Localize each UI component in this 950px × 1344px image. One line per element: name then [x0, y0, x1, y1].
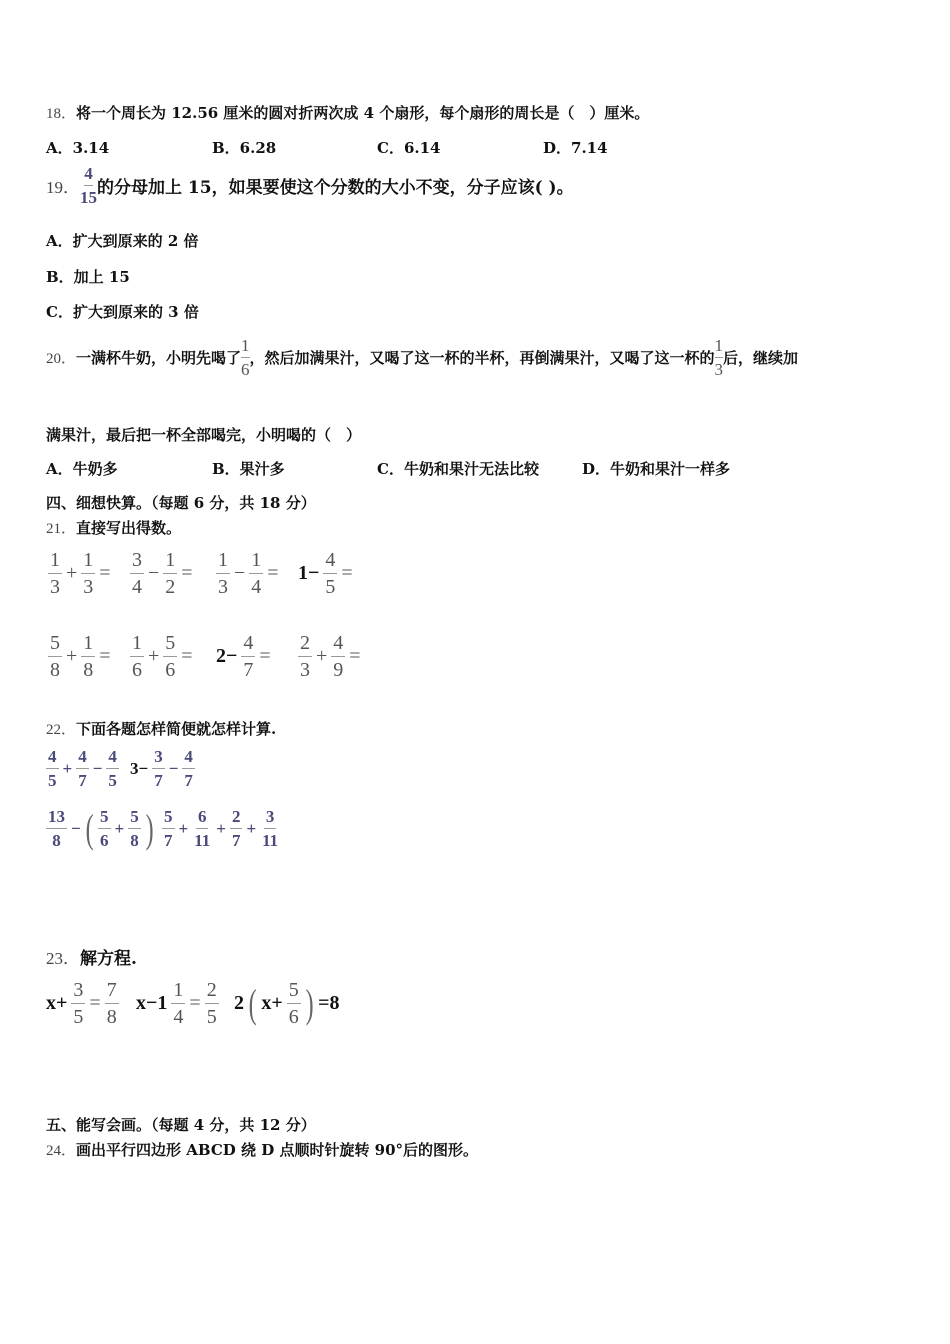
question-text: 直接写出得数。	[76, 519, 182, 537]
operator: +	[66, 562, 78, 584]
numerator: 5	[48, 633, 62, 657]
question-text: 将一个周长为 12.56 厘米的圆对折两次成 4 个扇形，每个扇形的周长是（ ）厘米。	[76, 104, 650, 122]
numerator: 1	[163, 550, 177, 574]
fraction	[81, 633, 95, 680]
question-number: 22．	[46, 722, 77, 738]
operator: −	[234, 562, 246, 584]
denominator: 3	[83, 576, 94, 598]
denominator: 8	[106, 1006, 117, 1028]
numerator: 5	[163, 633, 177, 657]
question-number: 24．	[46, 1143, 77, 1159]
numerator: 4	[76, 748, 89, 769]
numerator: 3	[130, 550, 144, 574]
fraction	[287, 980, 301, 1027]
fraction	[298, 633, 312, 680]
operator: 2	[234, 992, 244, 1014]
denominator: 9	[333, 659, 344, 681]
question-21	[46, 517, 181, 538]
left-paren: (	[248, 980, 257, 1026]
fraction	[162, 808, 175, 849]
question-text: 的分母加上 15，如果要使这个分数的大小不变，分子应该( )。	[97, 178, 574, 198]
numerator: 1	[130, 633, 144, 657]
denominator: 5	[108, 771, 117, 790]
denominator: 3	[218, 576, 228, 598]
numerator: 4	[182, 748, 195, 769]
operator: +	[246, 818, 257, 838]
numerator: 4	[241, 633, 255, 657]
operator: =	[181, 645, 193, 667]
numerator: 4	[84, 165, 93, 186]
fraction	[48, 550, 62, 597]
expression	[128, 550, 195, 597]
fraction	[715, 337, 724, 378]
question-text: ，然后加满果汁，又喝了这一杯的半杯，再倒满果汁，又喝了这一杯的	[249, 349, 715, 367]
section-5-heading: 五、能写会画。（每题 4 分，共 12 分）	[46, 1116, 316, 1134]
denominator: 5	[73, 1006, 84, 1028]
denominator: 3	[50, 576, 60, 598]
section-4-heading: 四、细想快算。（每题 6 分，共 18 分）	[46, 494, 316, 512]
operator: x+	[261, 992, 283, 1014]
question-text: 画出平行四边形 ABCD 绕 D 点顺时针旋转 90°后的图形。	[76, 1141, 479, 1159]
operator: +	[148, 645, 160, 667]
question-number: 21．	[46, 521, 77, 537]
numerator: 13	[46, 808, 67, 829]
numerator: 3	[71, 980, 85, 1004]
question-text: 一满杯牛奶，小明先喝了	[76, 349, 242, 367]
operator: −	[168, 758, 179, 778]
operator: =8	[318, 992, 340, 1014]
q18-option-c: C．6.14	[377, 139, 441, 157]
q19-option-c: C．扩大到原来的 3 倍	[46, 303, 199, 321]
question-text: 后，继续加	[723, 349, 799, 367]
fraction	[81, 550, 95, 597]
operator: =	[89, 992, 101, 1014]
numerator: 5	[162, 808, 175, 829]
fraction	[230, 808, 243, 849]
numerator: 4	[46, 748, 59, 769]
left-paren: (	[85, 805, 94, 851]
fraction	[241, 337, 250, 378]
operator: =	[99, 562, 111, 584]
fraction	[46, 748, 59, 789]
numerator: 7	[105, 980, 119, 1004]
fraction	[128, 808, 141, 849]
numerator: 1	[249, 550, 263, 574]
expression	[44, 805, 156, 851]
denominator: 5	[48, 771, 57, 790]
question-20-line2: 满果汁，最后把一杯全部喝完，小明喝的（ ）	[46, 426, 362, 444]
fraction	[260, 808, 280, 849]
question-24	[46, 1139, 478, 1160]
q20-option-c: C．牛奶和果汁无法比较	[377, 460, 539, 478]
fraction	[130, 633, 144, 680]
question-18	[46, 102, 649, 123]
operator: 1−	[298, 562, 320, 584]
question-20	[46, 337, 798, 378]
denominator: 6	[100, 831, 109, 850]
fraction	[182, 748, 195, 789]
denominator: 7	[164, 831, 173, 850]
q20-option-a: A．牛奶多	[46, 460, 118, 478]
operator: x+	[46, 992, 68, 1014]
numerator: 1	[241, 337, 250, 358]
denominator: 3	[300, 659, 310, 681]
q19-option-b: B．加上 15	[46, 268, 130, 286]
operator: 3−	[130, 758, 149, 778]
expression	[44, 748, 121, 789]
numerator: 1	[715, 337, 724, 358]
numerator: 5	[128, 808, 141, 829]
expression	[134, 980, 221, 1027]
denominator: 5	[325, 576, 336, 598]
numerator: 1	[81, 633, 95, 657]
question-number: 23．	[46, 949, 80, 968]
operator: +	[178, 818, 189, 838]
numerator: 5	[287, 980, 301, 1004]
fraction	[106, 748, 119, 789]
denominator: 15	[80, 188, 97, 207]
denominator: 7	[184, 771, 193, 790]
denominator: 11	[194, 831, 211, 850]
q18-option-b: B．6.28	[212, 139, 277, 157]
operator: =	[181, 562, 193, 584]
expression	[44, 980, 121, 1027]
q18-option-d: D．7.14	[543, 139, 608, 157]
fraction	[71, 980, 85, 1027]
operator: +	[316, 645, 328, 667]
question-22	[46, 718, 276, 739]
operator: −	[148, 562, 160, 584]
denominator: 8	[52, 831, 61, 850]
operator: =	[259, 645, 271, 667]
operator: x−1	[136, 992, 168, 1014]
fraction	[249, 550, 263, 597]
denominator: 6	[241, 360, 250, 379]
denominator: 11	[262, 831, 279, 850]
fraction	[98, 808, 111, 849]
fraction	[241, 633, 255, 680]
expression	[46, 550, 113, 597]
denominator: 2	[165, 576, 176, 598]
operator: +	[62, 758, 73, 778]
numerator: 4	[331, 633, 345, 657]
expression	[46, 633, 113, 680]
denominator: 6	[288, 1006, 299, 1028]
numerator: 3	[264, 808, 277, 829]
denominator: 5	[206, 1006, 217, 1028]
numerator: 5	[98, 808, 111, 829]
expression	[128, 633, 195, 680]
denominator: 7	[78, 771, 87, 790]
fraction	[205, 980, 219, 1027]
denominator: 8	[50, 659, 60, 681]
expression	[128, 748, 197, 789]
question-number: 20．	[46, 351, 77, 367]
denominator: 8	[83, 659, 94, 681]
q18-option-a: A．3.14	[46, 139, 110, 157]
numerator: 3	[152, 748, 165, 769]
expression	[296, 550, 355, 597]
operator: +	[114, 818, 125, 838]
expression	[232, 980, 341, 1027]
fraction	[105, 980, 119, 1027]
right-paren: )	[305, 980, 314, 1026]
fraction	[192, 808, 212, 849]
operator: =	[341, 562, 353, 584]
fraction	[130, 550, 144, 597]
denominator: 6	[132, 659, 142, 681]
numerator: 4	[106, 748, 119, 769]
expression	[214, 633, 273, 680]
fraction	[163, 633, 177, 680]
operator: =	[99, 645, 111, 667]
question-number: 18．	[46, 106, 77, 122]
numerator: 2	[298, 633, 312, 657]
question-19	[46, 165, 574, 206]
q19-option-a: A．扩大到原来的 2 倍	[46, 232, 199, 250]
operator: =	[267, 562, 279, 584]
operator: =	[189, 992, 201, 1014]
q20-option-d: D．牛奶和果汁一样多	[582, 460, 731, 478]
question-23	[46, 944, 137, 969]
denominator: 6	[165, 659, 176, 681]
fraction	[163, 550, 177, 597]
fraction	[171, 980, 185, 1027]
numerator: 1	[81, 550, 95, 574]
denominator: 4	[251, 576, 262, 598]
question-text: 解方程.	[80, 949, 137, 969]
question-text: 下面各题怎样简便就怎样计算.	[76, 720, 277, 738]
fraction	[80, 165, 97, 206]
numerator: 6	[196, 808, 209, 829]
q20-option-b: B．果汁多	[212, 460, 285, 478]
numerator: 1	[216, 550, 230, 574]
fraction	[152, 748, 165, 789]
expression	[296, 633, 363, 680]
denominator: 3	[714, 360, 724, 379]
denominator: 7	[231, 831, 241, 850]
denominator: 7	[243, 659, 254, 681]
denominator: 4	[173, 1006, 184, 1028]
numerator: 2	[205, 980, 219, 1004]
numerator: 1	[48, 550, 62, 574]
fraction	[216, 550, 230, 597]
denominator: 8	[130, 831, 139, 850]
fraction	[76, 748, 89, 789]
denominator: 4	[132, 576, 142, 598]
operator: −	[71, 818, 81, 838]
numerator: 2	[230, 808, 243, 829]
fraction	[323, 550, 337, 597]
denominator: 7	[154, 771, 163, 790]
operator: +	[66, 645, 78, 667]
expression	[214, 550, 281, 597]
fraction	[48, 633, 62, 680]
operator: 2−	[216, 645, 238, 667]
numerator: 4	[323, 550, 337, 574]
operator: =	[349, 645, 361, 667]
fraction	[46, 808, 67, 849]
question-number: 19．	[46, 178, 80, 197]
fraction	[331, 633, 345, 680]
right-paren: )	[145, 805, 154, 851]
expression	[160, 808, 282, 849]
numerator: 1	[171, 980, 185, 1004]
operator: +	[216, 818, 226, 838]
operator: −	[92, 758, 103, 778]
